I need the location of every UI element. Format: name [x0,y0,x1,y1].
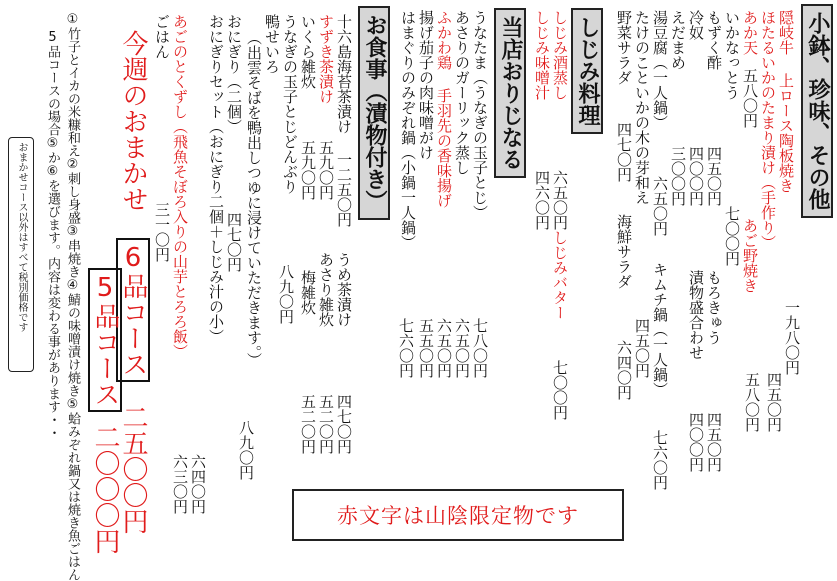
menu-price-ume-zosui: 五二〇円 [299,394,317,454]
menu-price-onigiri: 四七〇円 [225,212,243,272]
menu-item-hotaruika: ほたるいかのたまり漬け（手作り） [759,10,777,250]
menu-item-uppurui-nori: 十六島海苔茶漬け 一二五〇円 [335,14,353,227]
menu-item-ume-zosui: 梅雑炊 [299,270,317,315]
menu-price-asari-zosui: 五二〇円 [317,394,335,454]
footer-box [292,489,624,541]
menu-price-hamaguri: 七六〇円 [397,318,415,378]
menu-item-ume-chazuke: うめ茶漬け [335,252,353,327]
course-note: 5品コースの場合⑤か⑥を選びます。内容は変わる事があります・・ [45,30,60,439]
menu-price-ikanatto: 七〇〇円 [723,206,741,266]
menu-price-kamo-seiro: 八九〇円 [237,420,255,480]
menu-price-tebasaki: 六五〇円 [435,318,453,378]
menu-price-agenasu: 五五〇円 [417,318,435,378]
menu-item-ikanatto: いかなっとう [723,10,741,100]
menu-price-yasai-salad: 四七〇円 [615,122,633,182]
tax-note: おまかせコース以外はすべて税別価格です [16,142,27,332]
menu-price-shijimi-butter: 七〇〇円 [551,360,569,420]
course-six-label: 6品コース [116,238,150,382]
menu-item-takenoko: たけのこといかの木の芽和え [633,10,651,205]
menu-item-gohan: ごはん [153,14,171,59]
menu-item-unatama: うなたま（うなぎの玉子とじ） [471,10,489,220]
menu-price-shijimi-misoshiru: 四六〇円 [533,170,551,230]
course-description: ①竹子とイカの米糠和え②刺し身盛③串焼き④鯖の味噌漬け焼き⑤蛤みぞれ鍋又は焼き魚ごはん [65,12,80,581]
menu-item-asari-garlic: あさりのガーリック蒸し [453,10,471,175]
menu-price-onigiri-set: 六四〇円 [189,454,207,514]
menu-item-agenasu: 揚げ茄子の肉味噌がけ [417,10,435,160]
menu-price-ago-tokuzushi: 六三〇円 [171,454,189,514]
course-title: 今週のおまかせ [118,30,148,212]
menu-price-ume-chazuke: 四七〇円 [335,394,353,454]
menu-item-tebasaki: ふかわ鶏 手羽先の香味揚げ [435,10,453,208]
menu-price-morokyu: 四五〇円 [705,412,723,472]
course-six-price: 二五〇〇円 [118,404,148,534]
menu-item-suzuki-chazuke: すずき茶漬け [317,14,335,104]
menu-price-akaten: 五八〇円 [741,68,759,128]
tax-note-box [8,137,34,372]
menu-item-oki-beef: 隠岐牛 上ロース陶板焼き [777,10,795,193]
menu-item-yudofu: 湯豆腐（一人鍋） [651,10,669,130]
menu-price-oki-beef: 一九八〇円 [783,300,801,375]
menu-item-shijimi-butter: しじみバター [551,230,569,320]
menu-price-ikura-zosui: 五九〇円 [299,140,317,200]
menu-item-yasai-salad: 野菜サラダ [615,10,633,85]
menu-item-unagi-don: うなぎの玉子とじどんぶり [281,14,299,194]
menu-item-ago-tokuzushi: あごのとくずし（飛魚そぼろ入りの山芋とろろ飯） [171,14,189,359]
menu-item-onigiri-set: おにぎりセット（おにぎり二個＋しじみ汁の小） [207,14,225,344]
menu-price-gohan: 三一〇円 [153,202,171,262]
course-five-price: 二〇〇〇円 [90,424,120,554]
menu-item-edamame: えだまめ [669,10,687,70]
menu-price-hotaruika: 四五〇円 [765,372,783,432]
menu-price-takenoko: 四五〇円 [633,318,651,378]
menu-price-ago-noyaki: 五八〇円 [743,372,761,432]
footer-red-note: 赤文字は山陰限定物です [337,504,579,528]
menu-item-tsukemono: 漬物盛合わせ [687,270,705,360]
menu-price-kimchi: 七六〇円 [651,430,669,490]
menu-price-edamame: 三〇〇円 [669,146,687,206]
menu-item-akaten: あか天 [741,10,759,55]
menu-price-asari-garlic: 六五〇円 [453,318,471,378]
section-header-chinmi: 小鉢、珍味、その他 [801,4,833,218]
menu-item-kamo-seiro: 鴨せいろ [263,14,281,74]
course-five-label: 5品コース [88,268,122,412]
menu-price-kaisen-salad: 六四〇円 [615,340,633,400]
menu-note-kamo-seiro: （出雲そばを鴨出しつゆに浸けていただきます。） [245,30,263,368]
menu-item-hamaguri: はまぐりのみぞれ鍋（小鍋一人鍋） [399,10,417,250]
menu-price-tsukemono: 四〇〇円 [687,412,705,472]
menu-price-suzuki-chazuke: 五九〇円 [317,140,335,200]
section-header-oshokuji: お食事（漬物付き） [358,6,390,220]
menu-item-ikura-zosui: いくら雑炊 [299,14,317,89]
menu-item-asari-zosui: あさり雑炊 [317,252,335,327]
menu-price-unatama: 七八〇円 [471,318,489,378]
menu-item-kimchi: キムチ鍋（一人鍋） [651,262,669,397]
menu-item-mozuku: もずく酢 [705,10,723,70]
menu-item-ago-noyaki: あご野焼き [741,218,759,293]
menu-item-morokyu: もろきゅう [705,270,723,345]
menu-price-hiyayakko: 四〇〇円 [687,146,705,206]
menu-item-shijimi-sakamushi: しじみ酒蒸し [551,10,569,100]
menu-price-yudofu: 六五〇円 [651,176,669,236]
menu-price-unagi-don: 八九〇円 [277,264,295,324]
section-header-toten: 当店おりじなる [494,8,526,178]
section-header-shijimi: しじみ料理 [571,8,603,134]
menu-item-kaisen-salad: 海鮮サラダ [615,214,633,289]
menu-price-mozuku: 四五〇円 [705,146,723,206]
menu-item-onigiri: おにぎり（二個） [225,14,243,134]
menu-item-hiyayakko: 冷奴 [687,10,705,40]
menu-item-shijimi-misoshiru: しじみ味噌汁 [533,10,551,100]
menu-price-shijimi-sakamushi: 六五〇円 [551,170,569,230]
